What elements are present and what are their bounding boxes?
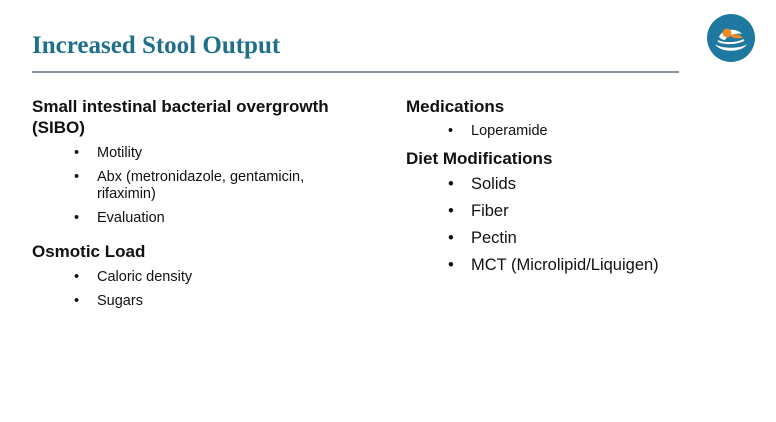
sibo-list xyxy=(32,145,362,227)
bullet-icon: • xyxy=(448,123,454,139)
bullet-icon: • xyxy=(74,293,80,309)
diet-list xyxy=(406,174,746,275)
slide-title: Increased Stool Output xyxy=(32,32,281,59)
diet-modifications-heading: Diet Modifications xyxy=(406,149,553,168)
foundation-logo-icon xyxy=(706,13,756,63)
list-item: • MCT (Microlipid/Liquigen) xyxy=(448,256,659,274)
list-item: • Caloric density xyxy=(74,269,193,285)
bullet-icon: • xyxy=(74,169,80,185)
list-item: • Evaluation xyxy=(74,210,165,226)
bullet-icon: • xyxy=(74,145,80,161)
list-item: • Sugars xyxy=(74,293,143,309)
bullet-icon: • xyxy=(74,210,80,226)
bullet-icon: • xyxy=(74,269,80,285)
bullet-icon: • xyxy=(448,202,454,220)
medications-list xyxy=(406,123,746,140)
bullet-icon: • xyxy=(448,256,454,274)
bullet-icon: • xyxy=(448,229,454,247)
list-item: • Solids xyxy=(448,175,516,193)
right-column xyxy=(406,96,746,275)
medications-heading: Medications xyxy=(406,97,505,116)
list-item: • Motility xyxy=(74,145,143,161)
osmotic-list xyxy=(32,269,362,310)
left-column xyxy=(32,96,362,310)
title-divider xyxy=(32,71,679,73)
list-item: • Fiber xyxy=(448,202,509,220)
sibo-heading: Small intestinal bacterial overgrowth (SIBO) xyxy=(32,97,329,137)
list-item: • Loperamide xyxy=(448,123,548,139)
bullet-icon: • xyxy=(448,175,454,193)
osmotic-load-heading: Osmotic Load xyxy=(32,242,146,261)
list-item: • Pectin xyxy=(448,229,517,247)
list-item: • Abx (metronidazole, gentamicin, rifaximin) xyxy=(74,169,305,202)
